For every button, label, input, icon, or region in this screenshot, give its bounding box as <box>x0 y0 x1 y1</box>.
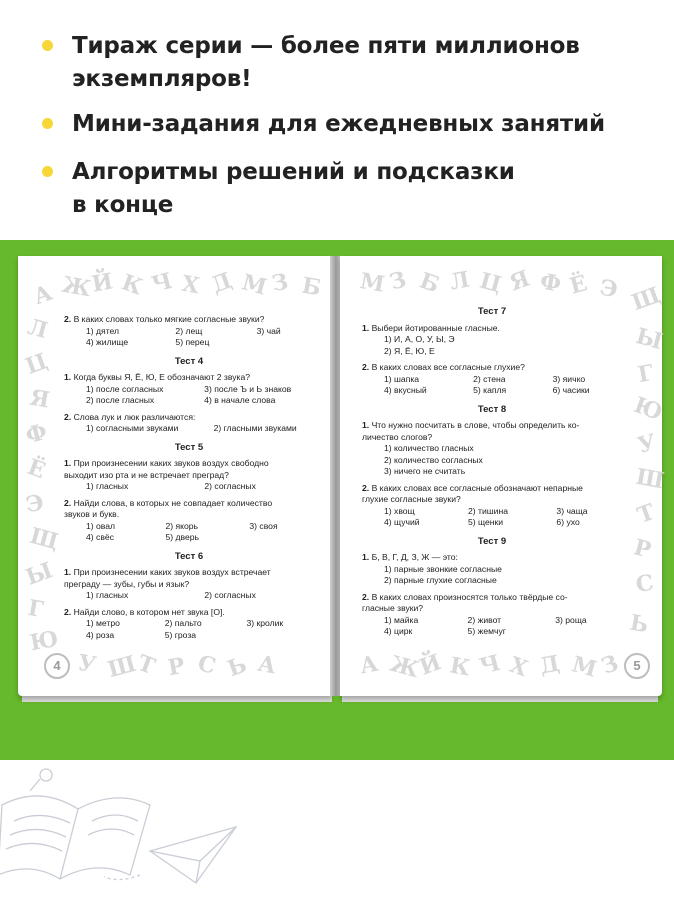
decor-letter: Б <box>416 267 443 299</box>
answer-option: 2) живот <box>467 614 502 625</box>
decor-letter: Д <box>208 267 236 299</box>
answer-option: 2) количество согласных <box>384 454 483 465</box>
answer-options <box>362 443 622 478</box>
decor-letter: Щ <box>628 281 665 317</box>
answer-options <box>362 564 622 587</box>
question <box>64 412 314 424</box>
answer-option: 1) И, А, О, У, Ы, Э <box>384 334 455 344</box>
question-number: 2. <box>64 314 72 324</box>
decor-letter: Э <box>597 274 620 304</box>
open-book-doodle-icon <box>0 796 150 879</box>
test-title: Тест 6 <box>174 550 204 562</box>
doodle-illustrations <box>0 765 674 899</box>
answer-options <box>64 384 314 407</box>
decor-letter: У <box>75 649 98 679</box>
decor-letter: Ш <box>633 463 666 495</box>
decor-letter: Л <box>447 266 472 296</box>
question-text: Найди слово, в котором нет звука [О]. <box>73 606 225 617</box>
question-text: Что нужно посчитать в слове, чтобы определить ко- <box>371 420 580 430</box>
bullet-dot-icon <box>42 40 53 51</box>
decor-letter: З <box>386 266 409 296</box>
decor-letter: Б <box>299 272 323 302</box>
answer-option: 5) щенки <box>468 517 504 527</box>
decor-letter: Х <box>179 270 202 300</box>
test-title: Тест 7 <box>477 306 507 317</box>
question-number: 2. <box>362 482 370 493</box>
decor-letter: Й <box>416 649 445 681</box>
answer-option: 1) количество гласных <box>384 443 474 453</box>
decor-letter: Ч <box>148 267 176 299</box>
answer-option: 5) перец <box>175 337 210 347</box>
feature-text-line: в конце <box>72 192 174 218</box>
question-number: 1. <box>64 372 72 382</box>
question-number: 2. <box>64 606 72 617</box>
question <box>362 362 622 374</box>
bullet-dot-icon <box>42 166 53 177</box>
question-text: гласные звуки? <box>362 603 424 613</box>
feature-text-line: экземпляров! <box>72 66 252 92</box>
decor-letter: М <box>357 268 387 298</box>
right-page-content <box>362 306 622 638</box>
question-number: 2. <box>362 591 370 602</box>
answer-option: 2) стена <box>473 373 506 384</box>
question-text: В каких словах произносятся только твёрдые со- <box>371 591 568 602</box>
answer-option: 5) гроза <box>164 629 197 640</box>
question-text: выходит изо рта и не встречает преград? <box>64 469 229 480</box>
decor-letter: Ж <box>387 650 422 684</box>
question-text: В каких словах все согласные глухие? <box>371 362 525 372</box>
test-title: Тест 9 <box>477 535 507 547</box>
answer-option: 5) дверь <box>165 532 200 542</box>
feature-item <box>42 156 515 222</box>
answer-option: 4) жилище <box>86 337 129 347</box>
question-text: Найди слова, в которых не совпадает количество <box>73 497 273 508</box>
answer-options <box>362 615 622 638</box>
decor-letter: Ю <box>630 391 666 427</box>
answer-option: 2) якорь <box>165 520 199 531</box>
answer-option: 3) кролик <box>246 618 284 628</box>
answer-option: 2) тишина <box>468 505 508 516</box>
question-number: 2. <box>362 362 370 372</box>
question-number: 1. <box>362 552 370 562</box>
decor-letter: Х <box>506 651 532 683</box>
question-text: звуков и букв. <box>64 509 120 519</box>
answer-option: 4) в начале слова <box>204 395 276 405</box>
answer-option: 4) свёс <box>86 532 114 542</box>
decor-letter: К <box>118 269 146 301</box>
answer-option: 2) гласными звуками <box>213 423 297 433</box>
question-number: 1. <box>64 458 72 468</box>
answer-option: 1) парные звонкие согласные <box>384 563 502 574</box>
decor-letter: Э <box>23 489 46 519</box>
decor-letter: Ч <box>476 649 504 681</box>
answer-option: 3) после Ъ и Ь знаков <box>204 383 292 394</box>
decor-letter: Ё <box>24 453 49 485</box>
question-text: Б, В, Г, Д, З, Ж — это: <box>371 552 458 562</box>
feature-item <box>42 30 580 96</box>
decor-letter: Р <box>165 652 187 682</box>
question <box>362 483 622 506</box>
answer-options <box>64 326 314 349</box>
page-number: 5 <box>624 653 650 679</box>
decor-letter: Й <box>89 268 115 298</box>
answer-option: 3) яичко <box>552 373 586 384</box>
question <box>362 420 622 443</box>
decor-letter: А <box>30 279 56 311</box>
answer-options <box>362 334 622 357</box>
decor-letter: Т <box>634 498 659 530</box>
answer-option: 3) чай <box>256 325 281 336</box>
decor-letter: Ь <box>627 609 651 639</box>
decor-letter: Г <box>25 594 46 624</box>
question-text: При произнесении каких звуков воздух встречает <box>73 567 271 577</box>
answer-option: 5) капля <box>473 385 507 395</box>
decor-letter: К <box>447 652 473 682</box>
decor-letter: Ы <box>22 557 57 591</box>
question-number: 1. <box>64 567 72 577</box>
decor-letter: Ж <box>59 271 93 303</box>
feature-text-line: Тираж серии — более пяти миллионов <box>72 33 580 59</box>
answer-option: 4) цирк <box>384 626 413 636</box>
answer-option: 2) согласных <box>204 481 256 491</box>
answer-option: 2) парные глухие согласные <box>384 575 497 585</box>
decor-letter: У <box>634 429 659 459</box>
decor-letter: А <box>255 650 279 680</box>
answer-options <box>64 521 314 544</box>
question-text: глухие согласные звуки? <box>362 494 461 504</box>
answer-option: 6) ухо <box>556 517 580 527</box>
open-workbook <box>18 256 666 706</box>
question <box>362 592 622 615</box>
answer-option: 3) своя <box>249 520 278 531</box>
bullet-dot-icon <box>42 118 53 129</box>
answer-option: 1) гласных <box>86 590 129 600</box>
answer-option: 4) вкусный <box>384 385 427 395</box>
answer-option: 6) часики <box>552 385 590 395</box>
feature-text-line: Мини-задания для ежедневных занятий <box>72 111 605 137</box>
decor-letter: Ы <box>633 323 666 355</box>
question-text: В каких словах только мягкие согласные звуки? <box>73 314 265 324</box>
answer-option: 4) роза <box>86 629 115 640</box>
question <box>362 323 622 335</box>
answer-option: 1) овал <box>86 520 116 531</box>
decor-letter: М <box>569 651 600 683</box>
feature-list <box>0 0 674 240</box>
question <box>64 458 314 481</box>
question <box>64 498 314 521</box>
question-number: 2. <box>64 411 72 422</box>
decor-letter: З <box>598 650 622 680</box>
question-text: Выбери йотированные гласные. <box>371 322 500 333</box>
answer-option: 2) после гласных <box>86 395 155 405</box>
answer-options <box>64 481 314 493</box>
answer-options <box>362 374 622 397</box>
decor-letter: Щ <box>27 522 62 556</box>
decor-letter: Ш <box>105 650 139 684</box>
decor-letter: Т <box>134 649 159 681</box>
decor-letter: М <box>239 269 270 301</box>
answer-option: 2) согласных <box>204 590 256 600</box>
answer-option: 1) после согласных <box>86 383 164 394</box>
answer-option: 2) пальто <box>164 618 202 628</box>
answer-option: 1) гласных <box>86 481 129 491</box>
feature-text-line: Алгоритмы решений и подсказки <box>72 159 515 185</box>
test-title: Тест 5 <box>174 441 204 453</box>
left-page-content <box>64 314 314 641</box>
question <box>64 372 314 384</box>
question-text: Когда буквы Я, Ё, Ю, Е обозначают 2 звука? <box>73 372 251 382</box>
feature-item <box>42 108 605 141</box>
answer-option: 1) шапка <box>384 373 420 384</box>
question <box>64 607 314 619</box>
answer-option: 1) дятел <box>86 325 120 336</box>
decor-letter: Ё <box>566 270 590 300</box>
decor-letter: Ь <box>224 651 251 683</box>
decor-letter: Г <box>635 359 656 389</box>
decor-letter: Ю <box>27 625 61 657</box>
decor-letter: З <box>269 268 291 298</box>
answer-options <box>64 590 314 602</box>
question-number: 1. <box>362 420 370 430</box>
question <box>64 567 314 590</box>
decor-letter: С <box>194 650 219 680</box>
decor-letter: Я <box>506 265 534 297</box>
decor-letter: А <box>357 650 381 680</box>
test-title: Тест 4 <box>174 355 204 367</box>
answer-options <box>64 423 314 435</box>
answer-option: 2) Я, Ё, Ю, Е <box>384 345 435 356</box>
question <box>362 552 622 564</box>
answer-options <box>362 506 622 529</box>
question-text: Слова лук и люк различаются: <box>73 411 196 422</box>
answer-option: 2) лещ <box>175 325 203 336</box>
decor-letter: Ф <box>22 418 50 450</box>
question-text: преграду — зубы, губы и язык? <box>64 578 190 589</box>
question-text: При произнесении каких звуков воздух свободно <box>73 458 269 468</box>
question-number: 2. <box>64 497 72 508</box>
decor-letter: Р <box>630 534 654 564</box>
left-page <box>18 256 332 696</box>
paper-plane-doodle-icon <box>104 827 236 883</box>
question-text: личество слогов? <box>362 431 433 442</box>
decor-letter: Я <box>27 384 52 414</box>
answer-option: 5) жемчуг <box>467 626 506 636</box>
answer-option: 4) щучий <box>384 517 420 527</box>
answer-option: 1) хвощ <box>384 505 415 516</box>
decor-letter: С <box>633 569 656 599</box>
question <box>64 314 314 326</box>
answer-option: 1) согласными звуками <box>86 423 179 433</box>
answer-options <box>64 618 314 641</box>
question-number: 1. <box>362 322 370 333</box>
test-title: Тест 8 <box>477 403 507 415</box>
page-number: 4 <box>44 653 70 679</box>
decor-letter: Ц <box>476 267 505 299</box>
answer-option: 1) метро <box>86 618 120 628</box>
answer-option: 3) чаща <box>556 505 588 516</box>
question-text: В каких словах все согласные обозначают непарные <box>371 482 583 493</box>
answer-option: 3) ничего не считать <box>384 466 466 476</box>
right-page <box>340 256 666 696</box>
decor-letter: Д <box>537 650 562 680</box>
answer-option: 1) майка <box>384 614 419 625</box>
decor-letter: Ц <box>22 348 52 380</box>
decor-letter: Л <box>24 313 51 345</box>
decor-letter: Ф <box>537 268 563 298</box>
answer-option: 3) роща <box>555 614 587 625</box>
pin-doodle-icon <box>30 769 52 791</box>
